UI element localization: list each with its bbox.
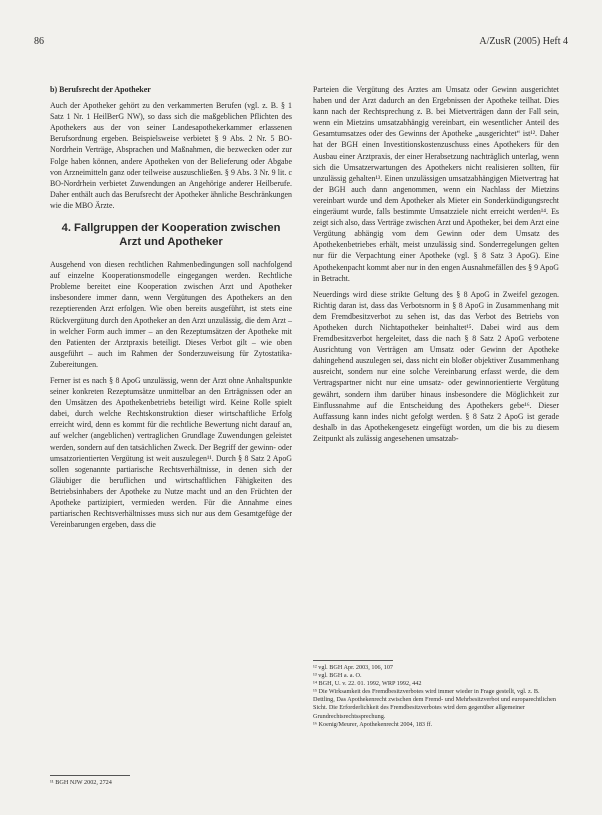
journal-title: A/ZusR (2005) Heft 4 [479,36,568,47]
left-paragraph-1: Auch der Apotheker gehört zu den verkammerten Berufen (vgl. z. B. § 1 Satz 1 Nr. 1 HeilBerG NW), so dass sich die maßgeblichen Pflichten des Apothekers aus der von seiner Landesapothekerkammer erlassenen Berufsordnung ergeben. Beispielsweise verbietet § 9 Abs. 2 Nr. 5 BO-Nordrhein Verträge, Absprachen und Maßnahmen, die bezwecken oder zur Folge haben können, andere Apotheken von der Belieferung oder Abgabe von Arzneimitteln ganz oder teilweise auszuschließen. § 9 Abs. 3 Nr. 9 lit. c BO-Nordrhein verbietet Zuwendungen an Angehörige anderer Heilberufe. Daher enthält auch das Berufsrecht der Apotheker ähnliche Beschränkungen wie die MBO Ärzte. [50,101,292,210]
footnote-12: ¹² vgl. BGH Apr. 2003, 106, 107 [313,664,394,671]
footnote-divider [313,660,393,661]
footnote-11: ¹¹ BGH NJW 2002, 2724 [50,779,112,786]
section-title: 4. Fallgruppen der Kooperation zwischen Arzt und Apotheker [61,222,281,249]
right-column [313,84,559,444]
right-footnotes [313,660,559,729]
left-column [50,84,292,530]
page-number: 86 [34,36,44,47]
right-paragraph-1: Parteien die Vergütung des Arztes am Umsatz oder Gewinn ausgerichtet haben und der Arzt dadurch an den Ergebnissen der Apotheke teilhat. Dies kann nach der Rechtsprechung z. B. bei Mietverträgen dann der Fall sein, wenn ein Mietzins umsatzabhängig vereinbart, ein wesentlicher Anteil des Gesamtumsatzes oder des Gewinns der Apotheke „ausgerichtet“ ist¹². Daher hat der BGH einen Investitionskostenzuschuss eines Apothekers für den Ausbau einer Arztpraxis, der einer Herabsetzung nachträglich unterlag, wenn sich die Umsatzerwartungen des Apothekers nicht realisieren sollten, für unzulässig gehalten¹³. Einen unzulässigen umsatzabhängigen Mietvertrag hat der BGH auch dann angenommen, wenn ein Nachlass der Mietzins vereinbart wurde und dem Apotheker als Mieter ein Sonderkündigungsrecht eingeräumt wurde, falls bestimmte Umsatzziele nicht erreicht werden¹⁴. Es zeigt sich also, dass Verträge zwischen Arzt und Apotheker, bei dem Arzt eine Vergütung abhängig vom dem Gewinn oder dem Umsatz des Apothekenbetriebes erhält, meist unzulässig sind. Sonderregelungen gelten nur für die Verpachtung einer Apotheke (vgl. § 8 Satz 3 ApoG). Eine Apothekenpacht kommt aber nur in den engen Ausnahmefällen des § 9 ApoG in Betracht. [313,85,559,283]
footnote-divider [50,775,130,776]
right-paragraph-2: Neuerdings wird diese strikte Geltung des § 8 ApoG in Zweifel gezogen. Richtig daran ist, dass das Verbotsnorm in § 8 ApoG in Zusammenhang mit dem Fremdbesitzverbot zu sehen ist, das das Verbot des Betriebs von Apotheken durch Nichtapotheker beinhaltet¹⁵. Dabei wird aus dem Fremdbesitzverbot hergeleitet, dass die nach § 8 Satz 2 ApoG verbotene Ausrichtung von Verträgen am Umsatz oder Gewinn der Apotheke dahingehend auszulegen sei, dass nicht ein bloßer objektiver Zusammenhang ausreicht, sondern nur eine solche Vereinbarung erfasst werde, die dem Vertragspartner nicht nur eine umsatz- oder gewinnorientierte Vergütung gewährt, sondern ihm darüber hinaus insbesondere die Möglichkeit zur Einflussnahme auf die Entscheidung des Apothekers gebe¹⁶. Dieser Auffassung kann indes nicht gefolgt werden. § 8 Satz 2 ApoG ist gerade deshalb in das Apothekengesetz eingefügt worden, um die bis zu diesem Zeitpunkt als zulässig angesehenen umsatzab- [313,289,559,443]
page-header [34,36,568,52]
left-footnotes [50,775,292,787]
footnote-15: ¹⁵ Die Wirksamkeit des Fremdbesitzverbotes wird immer wieder in Frage gestellt, vgl. z. B. Dettling, Das Apothekenrecht zwischen dem Fremd- und Mehrbesitzverbot und europarechtlichen Sicht. Die Erforderlichkeit des Fremdbesitzverbotes wird dem gegenüber allgemeiner Grundrechtsrechtssprechung. [313,688,556,720]
left-paragraph-3: Ferner ist es nach § 8 ApoG unzulässig, wenn der Arzt ohne Anhaltspunkte seiner konkreten Rezeptumsätze unmittelbar an den Erträgnissen oder an den Umsätzen des Apothekenbetriebs beteiligt wird. Keine Rolle spielt dabei, durch welche Rechtskonstruktion dieser wirtschaftliche Erfolg erreicht wird, denn es kommt für die rechtliche Bewertung nicht darauf an, auf welcher (angeblichen) vertraglichen Grundlage Zuwendungen geleistet werden, sondern auf den tatsächlichen Zweck. Der Begriff der gewinn- oder umsatzorientierten Vergütung ist weit auszulegen¹¹. Durch § 8 Satz 2 ApoG sollen sogenannte partiarische Rechtsverhältnisse, in denen sich der Gläubiger die beruflichen und wirtschaftlichen Fähigkeiten des Betriebsinhabers der Apotheke zu Nutze macht und an den Früchten der Apotheke partizipiert, vermieden werden. Für die Annahme eines partiarischen Rechtsverhältnisses muss sich nur aus dem Gesamtgefüge der Vereinbarungen ergeben, dass die [50,375,292,530]
footnote-16: ¹⁶ Koenig/Meurer, Apothekenrecht 2004, 183 ff. [313,720,433,728]
subheading: b) Berufsrecht der Apotheker [50,85,151,94]
footnote-14: ¹⁴ BGH, U. v. 22. 01. 1992, WRP 1992, 442 [313,680,422,688]
footnote-13: ¹³ vgl. BGH a. a. O. [313,672,362,680]
left-paragraph-2: Ausgehend von diesen rechtlichen Rahmenbedingungen soll nachfolgend auf einzelne Kooperationsmodelle eingegangen werden. Rechtliche Probleme bereitet eine Kooperation zwischen Arzt und Apotheker insbesondere immer dann, wenn Vergütungen des Apothekers an den rezeptierenden Arzt erfolgen. Wie oben bereits ausgeführt, ist stets eine Rückvergütung durch den Apotheker an den Arzt unzulässig, die dem Arzt – in welcher Form auch immer – an den Rezeptumsätzen der Apotheke mit den Patienten der Arztpraxis beteiligt. Dieses Verbot gilt – wie oben ausgeführt – auch im Rahmen der Sonderzuweisung für Zytostatika-Zubereitungen. [50,260,292,369]
